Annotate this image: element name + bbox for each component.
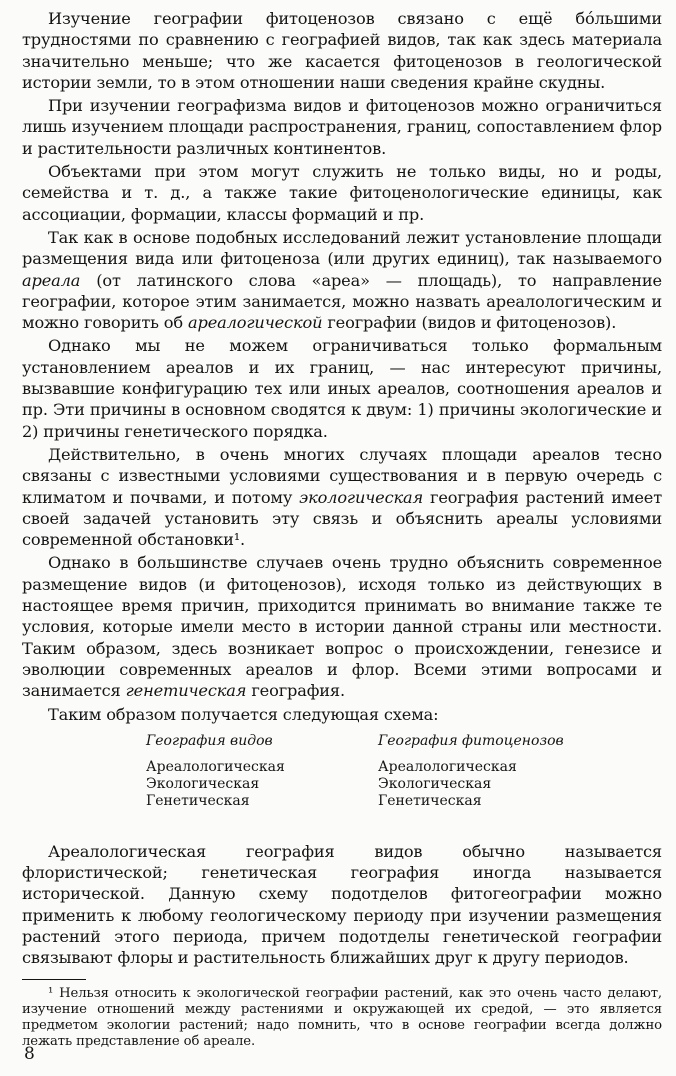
paragraph xyxy=(22,161,662,225)
paragraph xyxy=(22,704,662,725)
footnote-divider xyxy=(22,979,86,980)
scheme-item: Генетическая xyxy=(146,792,250,809)
text-run: Изучение географии фитоценозов связано с ещё бо́льшими трудностями по сравнению с географией видов, так как здесь материала значительно меньше; что же касается фитоценозов в геологической истории земли, то в этом отношении наши сведения крайне скудны. xyxy=(22,9,662,92)
scheme-item: Генетическая xyxy=(378,792,482,809)
italic-term: генетическая xyxy=(125,681,247,701)
scheme-table xyxy=(22,731,662,831)
scheme-heading-phytocenoses: География фитоценозов xyxy=(378,732,564,749)
italic-term: экологическая xyxy=(299,487,424,507)
scheme-item: Экологическая xyxy=(146,775,260,792)
text-run: При изучении географизма видов и фитоценозов можно ограничиться лишь изучением площади распространения, границ, сопоставлением флор и растительности различных континентов. xyxy=(22,96,662,158)
page-number: 8 xyxy=(24,1044,35,1064)
text-run: Объектами при этом могут служить не только виды, но и роды, семейства и т. д., а также такие фитоценологические единицы, как ассоциации, формации, классы формаций и пр. xyxy=(22,162,662,224)
page-body xyxy=(22,8,662,1050)
footnote: ¹ Нельзя относить к экологической географии растений, как это очень часто делают, изучение отношений между растениями и окружающей их средой, — это является предметом экологии растений; надо помнить, что в основе географии всегда должно лежать представление об ареале. xyxy=(22,985,662,1050)
text-run: Действительно, в очень многих случаях площади ареалов тесно связаны с известными условиями существования и в первую очередь с климатом и почвами, и потому xyxy=(22,444,662,507)
text-run: (от латинского слова «ареа» — площадь), то направление географии, которое этим занимается, можно назвать ареалологическим и можно говорить об xyxy=(22,270,662,333)
paragraph: Ареалологическая география видов обычно называется флористической; генетическая география иногда называется исторической. Данную схему подотделов фитогеографии можно применить к любому геологическому периоду при изучении размещения растений этого периода, причем подотделы генетической географии связывают флоры и растительность ближайших друг к другу периодов. xyxy=(22,841,662,968)
paragraph xyxy=(22,335,662,441)
paragraph xyxy=(22,444,662,550)
scheme-item: Ареалологическая xyxy=(378,758,517,775)
text-run: Таким образом получается следующая схема: xyxy=(48,704,439,724)
italic-term: ареалогической xyxy=(188,313,323,333)
paragraph xyxy=(22,552,662,701)
scheme-column-species xyxy=(146,731,285,810)
text-run: география. xyxy=(246,681,345,701)
text-run: география растений имеет своей задачей установить эту связь и объяснить ареалы условиями современной обстановки¹. xyxy=(22,487,662,550)
scheme-column-phytocenoses xyxy=(378,731,564,810)
main-text xyxy=(22,8,662,725)
scheme-item: Ареалологическая xyxy=(146,758,285,775)
paragraph xyxy=(22,8,662,93)
scheme-item: Экологическая xyxy=(378,775,492,792)
paragraph xyxy=(22,227,662,333)
text-run: Однако мы не можем ограничиваться только формальным установлением ареалов и их границ, — нас интересуют причины, вызвавшие конфигурацию тех или иных ареалов, соотношения ареалов и пр. Эти причины в основном сводятся к двум: 1) причины экологические и 2) причины генетического порядка. xyxy=(22,336,662,441)
text-run: Однако в большинстве случаев очень трудно объяснить современное размещение видов (и фитоценозов), исходя только из действующих в настоящее время причин, приходится принимать во внимание также те условия, которые имели место в истории данной страны или местности. Таким образом, здесь возникает вопрос о происхождении, генезисе и эволюции современных ареалов и флор. Всеми этими вопросами и занимается xyxy=(22,553,662,701)
paragraph xyxy=(22,95,662,159)
text-run: Так как в основе подобных исследований лежит установление площади размещения вида или фитоценоза (или других единиц), так называемого xyxy=(22,227,662,269)
italic-term: ареала xyxy=(22,270,81,290)
text-run: географии (видов и фитоценозов). xyxy=(322,313,617,333)
scheme-heading-species: География видов xyxy=(146,732,273,749)
